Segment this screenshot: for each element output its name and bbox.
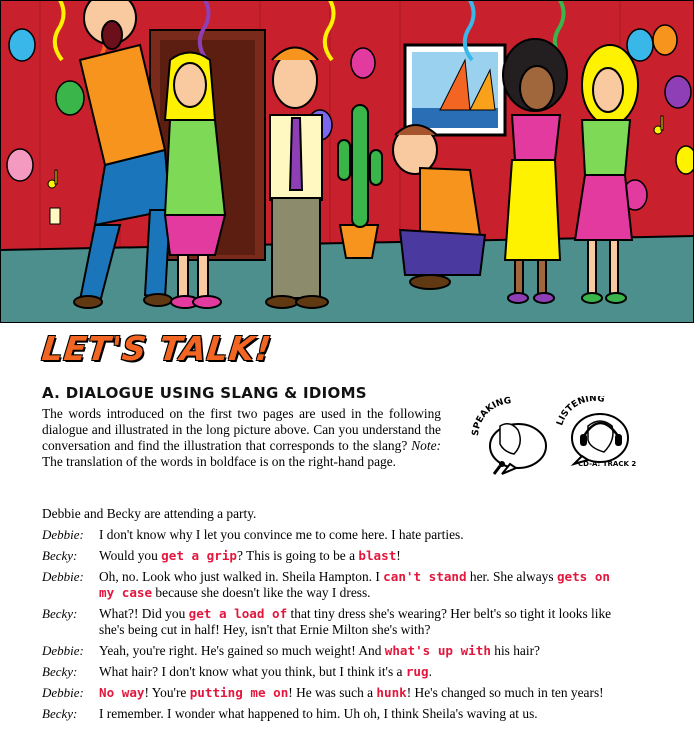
dialogue-line (99, 706, 619, 722)
dialogue-line (99, 548, 619, 564)
dialogue-line (99, 643, 619, 659)
intro-text: The words introduced on the first two pages are used in the following dialogue and illustrated in the long picture above. Can you understand the conversation and find the illustration that corresponds to the slang? (42, 406, 441, 453)
dialogue-text: his hair? (490, 643, 540, 658)
dialogue-text: ! You're (144, 685, 190, 700)
party-scene-svg (0, 0, 694, 323)
slang-term: blast (358, 548, 397, 563)
dialogue-text: What?! Did you (99, 606, 189, 621)
dialogue-text: her. She always (466, 569, 557, 584)
dialogue-turn (42, 685, 622, 701)
dialogue-text: ! He's changed so much in ten years! (406, 685, 604, 700)
dialogue-turn (42, 643, 622, 659)
speaker-name: Debbie: (42, 527, 84, 542)
dialogue-text: ? This is going to be a (236, 548, 359, 563)
slang-term: get a load of (188, 606, 288, 621)
speaking-icon (471, 396, 546, 474)
dialogue-turn (42, 664, 622, 680)
intro-note-label: Note: (411, 438, 441, 453)
slang-term: get a grip (161, 548, 237, 563)
dialogue-text: Oh, no. Look who just walked in. Sheila Hampton. I (99, 569, 384, 584)
dialogue-text: Would you (99, 548, 162, 563)
dialogue-text: I don't know why I let you convince me to come here. I hate parties. (99, 527, 464, 542)
dialogue-line (99, 527, 619, 543)
dialogue-text: . (428, 664, 432, 679)
dialogue-turn (42, 527, 622, 543)
dialogue-text: because she doesn't like the way I dress. (152, 585, 371, 600)
slang-term: gets on my case (99, 569, 611, 600)
speaker-name: Becky: (42, 548, 78, 563)
party-illustration (0, 0, 694, 323)
dialogue-setting: Debbie and Becky are attending a party. (42, 506, 257, 521)
dialogue-line (99, 664, 619, 680)
dialogue-text: What hair? I don't know what you think, but I think it's a (99, 664, 406, 679)
slang-term: No way (99, 685, 145, 700)
dialogue (42, 506, 622, 727)
slang-term: putting me on (189, 685, 289, 700)
slang-term: can't stand (383, 569, 467, 584)
dialogue-turn (42, 606, 622, 638)
slang-term: what's up with (384, 643, 491, 658)
speaker-name: Debbie: (42, 685, 84, 700)
dialogue-turn (42, 706, 622, 722)
page-title: LET'S TALK! (40, 329, 274, 368)
speaker-name: Debbie: (42, 643, 84, 658)
dialogue-text: Yeah, you're right. He's gained so much weight! And (99, 643, 385, 658)
speaker-name: Becky: (42, 606, 78, 621)
section-heading: A. DIALOGUE USING SLANG & IDIOMS (42, 384, 367, 402)
dialogue-turn (42, 569, 622, 601)
dialogue-text: that tiny dress she's wearing? Her belt's so tight it looks like she's being cut in half! Hey, isn't that Ernie Milton she's with? (99, 606, 612, 637)
dialogue-line (99, 606, 619, 638)
speaker-name: Becky: (42, 664, 78, 679)
dialogue-turns (42, 527, 622, 722)
skill-icons (470, 396, 640, 476)
intro-paragraph (42, 406, 441, 470)
slang-term: hunk (376, 685, 407, 700)
dialogue-line (99, 569, 619, 601)
dialogue-line (99, 685, 619, 701)
cd-track-label: CD-A: TRACK 2 (578, 460, 637, 468)
dialogue-text: ! He was such a (288, 685, 377, 700)
dialogue-text: I remember. I wonder what happened to him. Uh oh, I think Sheila's waving at us. (99, 706, 538, 721)
intro-note-text: The translation of the words in boldface is on the right-hand page. (42, 454, 397, 469)
slang-term: rug (405, 664, 429, 679)
listening-icon (555, 396, 628, 464)
dialogue-text: ! (396, 548, 401, 563)
listening-label: LISTENING (555, 396, 606, 428)
speaker-name: Debbie: (42, 569, 84, 584)
speaking-label: SPEAKING (470, 396, 512, 437)
dialogue-turn (42, 548, 622, 564)
speaker-name: Becky: (42, 706, 78, 721)
